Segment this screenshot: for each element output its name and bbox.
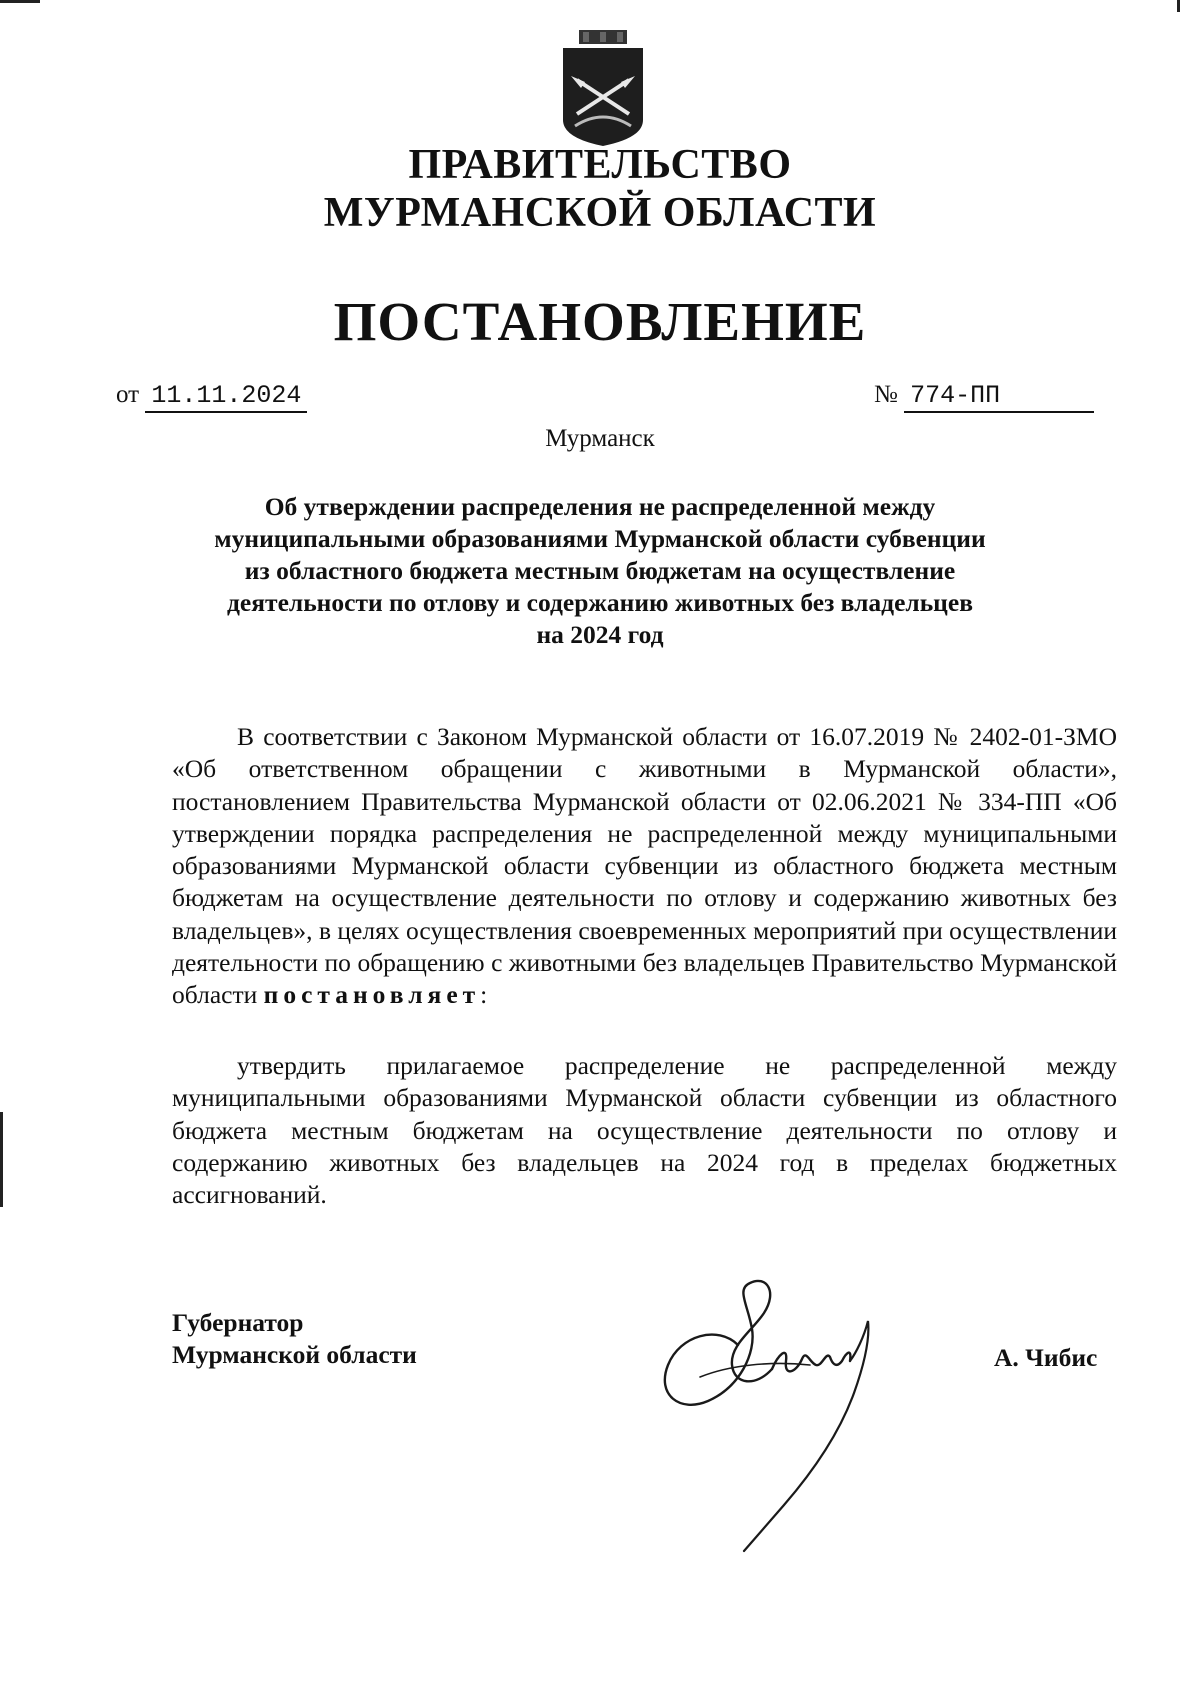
subject-line: муниципальными образованиями Мурманской области субвенции — [214, 524, 986, 553]
subject-line: Об утверждении распределения не распределенной между — [264, 492, 936, 521]
city-name: Мурманск — [545, 425, 655, 452]
subject-line: деятельности по отлову и содержанию животных без владельцев — [227, 588, 973, 617]
position-line2: Мурманской области — [172, 1340, 417, 1369]
document-date: 11.11.2024 — [145, 381, 307, 413]
signatory-name: А. Чибис — [994, 1343, 1098, 1372]
preamble-text: В соответствии с Законом Мурманской области от 16.07.2019 № 2402-01-ЗМО «Об ответственном обращении с животными в Мурманской области», постановлением Правительства Мурманской области от 02.06.2021 № 334-ПП «Об утверждении порядка распределения не распределенной между муниципальными образованиями Мурманской области субвенции из областного бюджета местным бюджетам на осуществление деятельности по отлову и содержанию животных без владельцев», в целях осуществления своевременных мероприятий при осуществлении деятельности по обращению с животными без владельцев Правительство Мурманской области — [172, 722, 1117, 1010]
number-field — [874, 380, 1094, 413]
coat-of-arms-icon — [557, 28, 649, 148]
scan-mark-left-edge — [0, 1112, 3, 1207]
document-number: 774-ПП — [904, 381, 1094, 413]
document-type-heading: ПОСТАНОВЛЕНИЕ — [333, 291, 867, 352]
subject-line: на 2024 год — [536, 620, 664, 649]
scan-mark-top-left — [0, 0, 40, 3]
handwritten-signature — [660, 1265, 890, 1565]
document-subject — [200, 491, 1000, 651]
number-prefix: № — [874, 381, 898, 408]
position-line1: Губернатор — [172, 1308, 304, 1337]
scan-mark-top-right — [1177, 0, 1180, 12]
preamble-end: : — [480, 980, 488, 1010]
org-title-line1: ПРАВИТЕЛЬСТВО — [408, 142, 792, 188]
org-title-line2: МУРМАНСКОЙ ОБЛАСТИ — [323, 190, 877, 236]
body-paragraph-decision — [172, 1050, 1117, 1211]
date-prefix: от — [116, 381, 140, 408]
subject-line: из областного бюджета местным бюджетам на осуществление — [244, 556, 956, 585]
decree-word: постановляет — [263, 980, 481, 1010]
body-paragraph-preamble — [172, 721, 1117, 1012]
decision-text: утвердить прилагаемое распределение не распределенной между муниципальными образованиями Мурманской области субвенции из областного бюджета местным бюджетам на осуществление деятельности по отлову и содержанию животных без владельцев на 2024 год в пределах бюджетных ассигнований. — [172, 1051, 1117, 1210]
signatory-position — [172, 1307, 417, 1371]
date-field — [116, 380, 307, 413]
